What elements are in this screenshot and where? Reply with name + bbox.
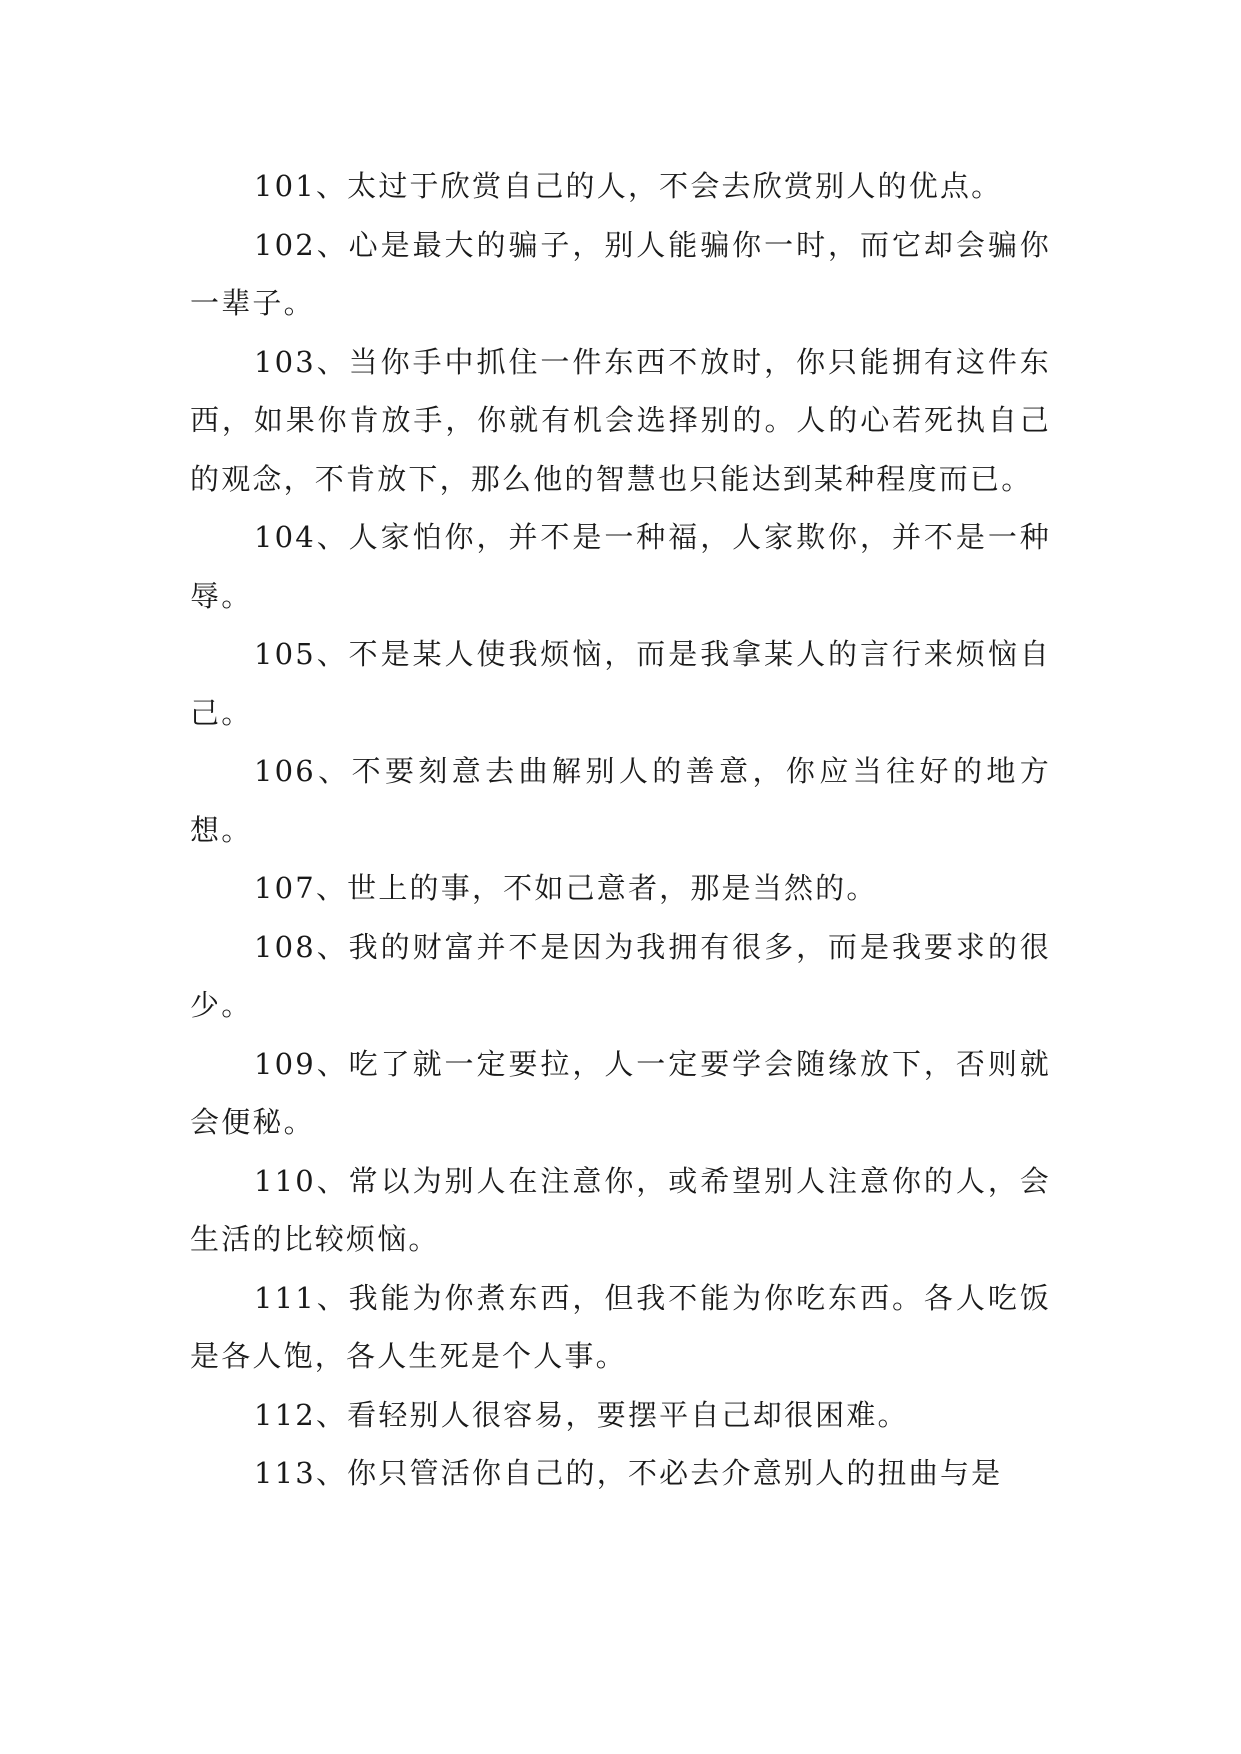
paragraph-101: 101、太过于欣赏自己的人，不会去欣赏别人的优点。 [254, 169, 1003, 203]
paragraph-110: 110、常以为别人在注意你，或希望别人注意你的人，会生活的比较烦恼。 [190, 1163, 1051, 1256]
paragraph-111: 111、我能为你煮东西，但我不能为你吃东西。各人吃饭是各人饱，各人生死是个人事。 [190, 1280, 1051, 1373]
paragraph-112: 112、看轻别人很容易，要摆平自己却很困难。 [254, 1397, 909, 1432]
paragraph-108: 108、我的财富并不是因为我拥有很多，而是我要求的很少。 [190, 929, 1051, 1022]
paragraph-104: 104、人家怕你，并不是一种福，人家欺你，并不是一种辱。 [190, 520, 1051, 613]
paragraph-103: 103、当你手中抓住一件东西不放时，你只能拥有这件东西，如果你肯放手，你就有机会选择别的。人的心若死执自己的观念，不肯放下，那么他的智慧也只能达到某种程度而已。 [190, 344, 1051, 496]
paragraph-113: 113、你只管活你自己的，不必去介意别人的扭曲与是 [254, 1456, 1003, 1490]
paragraph-105: 105、不是某人使我烦恼，而是我拿某人的言行来烦恼自己。 [190, 637, 1051, 730]
paragraph-109: 109、吃了就一定要拉，人一定要学会随缘放下，否则就会便秘。 [190, 1046, 1051, 1139]
paragraph-107: 107、世上的事，不如己意者，那是当然的。 [254, 871, 878, 905]
document-body [190, 157, 1051, 1503]
paragraph-102: 102、心是最大的骗子，别人能骗你一时，而它却会骗你一辈子。 [190, 227, 1051, 320]
paragraph-106: 106、不要刻意去曲解别人的善意，你应当往好的地方想。 [190, 754, 1051, 847]
